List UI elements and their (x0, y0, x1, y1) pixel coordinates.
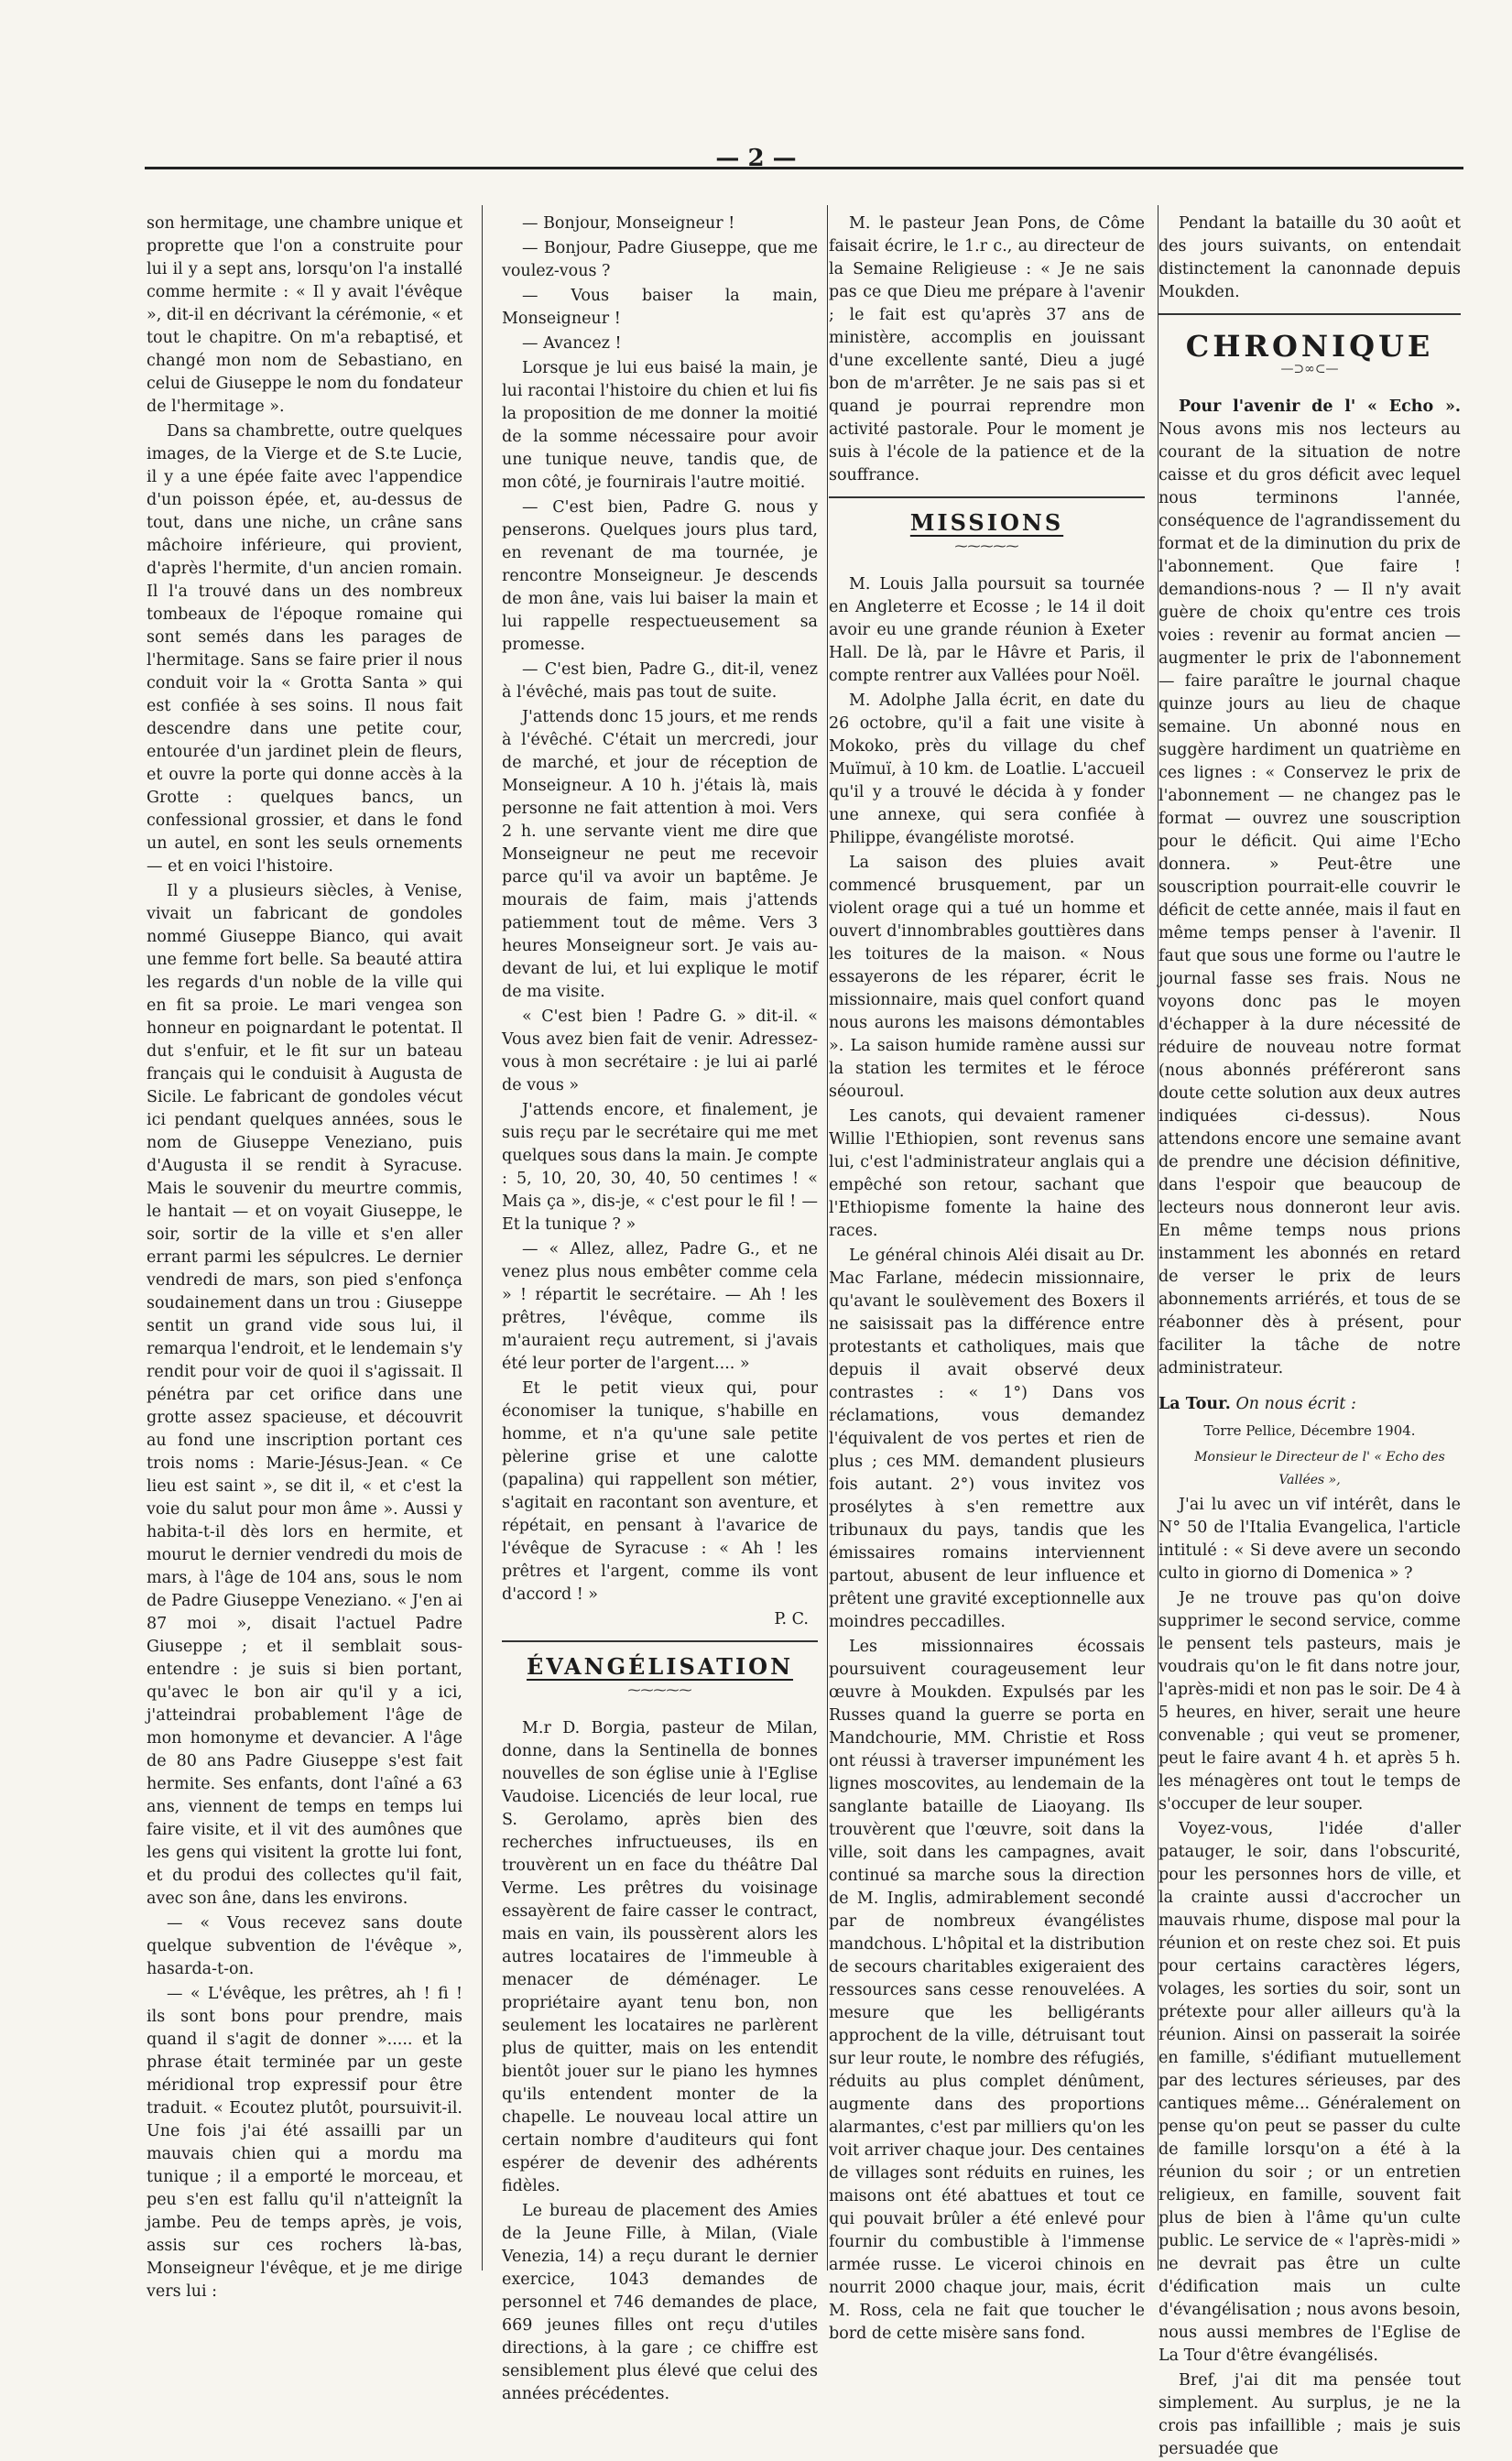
paragraph: Dans sa chambrette, outre quelques images, de la Vierge et de S.te Lucie, il y a une épée faite avec l'appendice d'un poisson épée, et, au-dessus de tout, dans une niche, un crâne sans mâchoire inférieure, qui provient, d'après l'hermite, d'un ancien romain. Il l'a trouvé dans un des nombreux tombeaux de l'époque romaine qui sont semés dans les parages de l'hermitage. Sans se faire prier il nous conduit voir la « Grotta Santa » qui est confiée à ses soins. Il nous fait descendre dans une petite cour, entourée d'un jardinet plein de fleurs, et ouvre la porte qui donne accès à la Grotte : quelques bancs, un confessional grossier, et dans le fond un autel, en sont les seuls ornements — et en voici l'histoire. (147, 422, 462, 876)
paragraph: — Vous baiser la main, Monseigneur ! (502, 287, 818, 328)
paragraph: M.r D. Borgia, pasteur de Milan, donne, dans la Sentinella de bonnes nouvelles de son église unie à l'Eglise Vaudoise. Licenciés de leur local, rue S. Gerolamo, après bien des recherches infructueuses, ils en trouvèrent un en face du théâtre Dal Verme. Les prêtres du voisinage essayèrent de faire casser le contract, mais en vain, ils poussèrent alors les autres locataires de l'immeuble à menacer de déménager. Le propriétaire ayant tenu bon, non seulement les locataires ne parlèrent plus de quitter, mais on les entendit bientôt jouer sur le piano les hymnes qu'ils entendent monter de la chapelle. Le nouveau local attire un certain nombre d'auditeurs qui font espérer de devenir des adhérents fidèles. (502, 1719, 818, 2195)
letter-lead: On nous écrit : (1235, 1395, 1356, 1413)
article-subhead: Pour l'avenir de l' « Echo ». (1179, 397, 1461, 416)
paragraph: M. Adolphe Jalla écrit, en date du 26 octobre, qu'il a fait une visite à Mokoko, près du village du chef Muïmuï, à 10 km. de Loatlie. L'accueil qu'il y a trouvé le décida à y fonder une annexe, qui sera confiée à Philippe, évangéliste morotsé. (829, 691, 1145, 847)
paragraph: Bref, j'ai dit ma pensée tout simplement. Au surplus, je ne la crois pas infaillible ; mais je suis persuadée que (1158, 2371, 1461, 2458)
column-divider (827, 205, 828, 2270)
ornament-divider: ⁓⁓⁓⁓⁓ (954, 539, 1019, 554)
paragraph: — Bonjour, Padre Giuseppe, que me voulez-vous ? (502, 239, 818, 280)
section-title-missions: MISSIONS (909, 509, 1064, 536)
section-rule (502, 1640, 818, 1642)
paragraph: Et le petit vieux qui, pour économiser la tunique, s'habille en homme, et n'a qu'une sale petite pèlerine grise et une calotte (papalina) qui rappellent son métier, s'agitait en racontant son aventure, et répétait, en pensant à l'avarice de l'évêque de Syracuse : « Ah ! les prêtres et l'argent, comme ils vont d'accord ! » (502, 1379, 818, 1604)
paragraph: Le bureau de placement des Amies de la Jeune Fille, à Milan, (Viale Venezia, 14) a reçu durant le dernier exercice, 1043 demandes de personnel et 746 demandes de place, 669 jeunes filles ont reçu d'utiles directions, à la gare ; ce chiffre est sensiblement plus élevé que celui des années précédentes. (502, 2202, 818, 2403)
paragraph: Pendant la bataille du 30 août et des jours suivants, on entendait distinctement la canonnade depuis Moukden. (1158, 214, 1461, 301)
section-rule (829, 496, 1145, 498)
paragraph: — Avancez ! (522, 334, 622, 353)
paragraph: Le général chinois Aléi disait au Dr. Mac Farlane, médecin missionnaire, qu'avant le soulèvement des Boxers il ne saisissait pas la différence entre protestants et catholiques, mais que depuis il avait observé deux contrastes : « 1°) Dans vos réclamations, vous demandez l'équivalent de vos pertes et rien de plus ; ces MM. demandent plusieurs fois autant. 2°) vous invitez vos prosélytes à s'en remettre aux tribunaux du pays, tandis que les émissaires romains interviennent partout, abusent de leur influence et prêtent une gravité exceptionnelle aux moindres peccadilles. (829, 1247, 1145, 1631)
ornament-divider: —⊃∞⊂— (1280, 362, 1339, 376)
header-rule (145, 167, 1463, 169)
ornament-divider: ⁓⁓⁓⁓⁓ (627, 1683, 692, 1698)
paragraph: Je ne trouve pas qu'on doive supprimer le second service, comme le pensent tels pasteurs, mais je voudrais qu'on le fit dans notre jour, l'après-midi et non pas le soir. De 4 à 5 heures, en hiver, serait une heure convenable ; qui veut se promener, peut le faire avant 4 h. et après 5 h. les ménagères ont tout le temps de s'occuper de leur souper. (1158, 1589, 1461, 1813)
paragraph: — Bonjour, Monseigneur ! (522, 214, 735, 233)
paragraph: J'attends donc 15 jours, et me rends à l'évêché. C'était un mercredi, jour de marché, et jour de réception de Monseigneur. A 10 h. j'étais là, mais personne ne fait attention à moi. Vers 2 h. une servante vient me dire que Monseigneur ne peut me recevoir parce qu'il va avoir un baptême. Je mourais de faim, mais j'attends patiemment tout de même. Vers 3 heures Monseigneur sort. Je vais au-devant de lui, et lui explique le motif de ma visite. (502, 708, 818, 1001)
paragraph: son hermitage, une chambre unique et proprette que l'on a construite pour lui il y a sept ans, lorsqu'on l'a installé comme hermite : « Il y avait l'évêque », dit-il en décrivant la cérémonie, « et tout le chapitre. On m'a rebaptisé, et changé mon nom de Sebastiano, en celui de Giuseppe le nom du fondateur de l'hermitage ». (147, 214, 462, 416)
column-1 (147, 212, 462, 2301)
letter-dateline: Torre Pellice, Décembre 1904. (1203, 1422, 1416, 1439)
paragraph: — « L'évêque, les prêtres, ah ! fi ! ils sont bons pour prendre, mais quand il s'agit de donner »..... et la phrase était terminée par un geste méridional trop expressif pour être traduit. « Ecoutez plutôt, poursuivit-il. Une fois j'ai été assailli par un mauvais chien qui a mordu ma tunique ; il a emporté le morceau, et peu s'en est fallu qu'il n'atteignît la jambe. Peu de temps après, je vois, assis sur ces rochers là-bas, Monseigneur l'évêque, et je me dirige vers lui : (147, 1985, 462, 2301)
article-body: Nous avons mis nos lecteurs au courant de la situation de notre caisse et du gros déficit avec lequel nous terminons l'année, conséquence de l'agrandissement du format et de la diminution du prix de l'abonnement. Que faire ! demandions-nous ? — Il n'y avait guère de choix qu'entre ces trois voies : revenir au format ancien — augmenter le prix de l'abonnement — faire paraître le journal chaque quinze jours au lieu de chaque semaine. Un abonné nous en suggère hardiment un quatrième en ces lignes : « Conservez le prix de l'abonnement — ne changez pas le format — ouvrez une souscription pour le déficit. Qui aime l'Echo donnera. » Peut-être une souscription pourrait-elle couvrir le déficit de cette année, mais il faut en même temps penser à l'avenir. Il faut que sous une forme ou l'autre le journal fasse ses frais. Nous ne voyons donc pas le moyen d'échapper à la dure nécessité de réduire de nouveau notre format (nous abonnés préféreront sans doute cette solution aux deux autres indiquées ci-dessus). Nous attendons encore une semaine avant de prendre une décision définitive, dans l'espoir que beaucoup de lecteurs nous donneront leur avis. En même temps nous prions instamment les abonnés en retard de verser le prix de leurs abonnements arriérés, et tous de se réabonner dès à présent, pour faciliter la tâche de notre administrateur. (1158, 420, 1461, 1378)
paragraph: — C'est bien, Padre G. nous y penserons. Quelques jours plus tard, en revenant de ma tournée, je rencontre Monseigneur. Je descends de mon âne, vais lui baiser la main et lui rappelle respectueusement sa promesse. (502, 498, 818, 654)
paragraph: — C'est bien, Padre G., dit-il, venez à l'évêché, mais pas tout de suite. (502, 660, 818, 702)
letter-addressee: Monsieur le Directeur de l' « Echo des Vallées », (1194, 1450, 1445, 1487)
paragraph (1158, 396, 1461, 1380)
paragraph: Il y a plusieurs siècles, à Venise, vivait un fabricant de gondoles nommé Giuseppe Bianco, qui avait une femme fort belle. Sa beauté attira les regards d'un noble de la ville qui en fit sa proie. Le mari vengea son honneur en poignardant le potentat. Il dut s'enfuir, et le fit sur un bateau français qui le conduisit à Augusta de Sicile. Le fabricant de gondoles vécut ici pendant quelques années, sous le nom de Giuseppe Veneziano, puis d'Augusta il se rendit à Syracuse. Mais le souvenir du meurtre commis, le hantait — et on voyait Giuseppe, le soir, sortir de la ville et s'en aller errant parmi les sépulcres. Le dernier vendredi de mars, son pied s'enfonça soudainement dans un trou : Giuseppe sentit un grand vide sous lui, il remarqua l'endroit, et le lendemain s'y rendit pour voir de quoi il s'agissait. Il pénétra par cet orifice dans une grotte assez spacieuse, et découvrit au fond une inscription portant ces trois noms : Marie-Jésus-Jean. « Ce lieu est saint », se dit il, « et c'est la voie du salut pour mon âme ». Aussi y habita-t-il dès lors en hermite, et mourut le dernier vendredi du mois de mars, à l'âge de 104 ans, sous le nom de Padre Giuseppe Veneziano. « J'en ai 87 moi », disait l'actuel Padre Giuseppe ; et il semblait sous-entendre : je suis si bien portant, qu'avec le bon air qu'il y a ici, j'atteindrai probablement l'âge de mon homonyme et devancier. A l'âge de 80 ans Padre Giuseppe s'est fait hermite. Ses enfants, dont l'aîné a 63 ans, viennent de temps en temps lui faire visite, et il vit des aumônes que les gens qui visitent la grotte lui font, et du produi des collectes qu'il fait, avec son âne, dans les environs. (147, 882, 462, 1908)
page-number: — 2 — (715, 145, 797, 172)
section-title-chronique: CHRONIQUE (1185, 329, 1434, 364)
paragraph: M. le pasteur Jean Pons, de Côme faisait écrire, le 1.r c., au directeur de la Semaine Religieuse : « Je ne sais pas ce que Dieu me prépare à l'avenir ; le fait est qu'après 37 ans de ministère, accomplis en jouissant d'une excellente santé, Dieu a jugé bon de m'arrêter. Je ne sais pas si et quand je pourrai reprendre mon activité pastorale. Pour le moment je suis à l'école de la patience et de la souffrance. (829, 214, 1145, 485)
paragraph: « C'est bien ! Padre G. » dit-il. « Vous avez bien fait de venir. Adressez-vous à mon secrétaire : je lui ai parlé de vous » (502, 1007, 818, 1094)
column-3 (829, 212, 1145, 2343)
paragraph: Lorsque je lui eus baisé la main, je lui racontai l'histoire du chien et lui fis la proposition de me donner la moitié de la somme nécessaire pour avoir une tunique neuve, tandis que, de mon côté, je fournirais l'autre moitié. (502, 359, 818, 492)
letter-intro (1158, 1393, 1461, 1416)
paragraph: La saison des pluies avait commencé brusquement, par un violent orage qui a tué un homme et ouvert d'innombrables gouttières dans les toitures de la maison. « Nous essayerons de les réparer, écrit le missionnaire, mais quel confort quand nous aurons les maisons démontables ». La saison humide ramène aussi sur la station les termites et le féroce séouroul. (829, 854, 1145, 1101)
letter-place: La Tour. (1158, 1395, 1231, 1413)
section-rule (1158, 313, 1461, 315)
signature: P. C. (774, 1610, 809, 1628)
paragraph: J'ai lu avec un vif intérêt, dans le N° 50 de l'Italia Evangelica, l'article intitulé : « Si deve avere un secondo culto in giorno di Domenica » ? (1158, 1496, 1461, 1583)
paragraph: M. Louis Jalla poursuit sa tournée en Angleterre et Ecosse ; le 14 il doit avoir eu une grande réunion à Exeter Hall. De là, par le Hâvre et Paris, il compte rentrer aux Vallées pour Noël. (829, 575, 1145, 685)
paragraph: J'attends encore, et finalement, je suis reçu par le secrétaire qui me met quelques sous dans la main. Je compte : 5, 10, 20, 30, 40, 50 centimes ! « Mais ça », dis-je, « c'est pour le fil ! — Et la tunique ? » (502, 1101, 818, 1234)
column-4 (1158, 212, 1461, 2458)
section-title-evangelisation: ÉVANGÉLISATION (526, 1653, 794, 1680)
paragraph: — « Vous recevez sans doute quelque subvention de l'évêque », hasarda-t-on. (147, 1914, 462, 1978)
paragraph: Voyez-vous, l'idée d'aller patauger, le soir, dans l'obscurité, pour les personnes hors de ville, et la crainte aussi d'accrocher un mauvais rhume, dispose mal pour la réunion et on reste chez soi. Et puis pour certains caractères légers, volages, les sorties du soir, sont un prétexte pour aller ailleurs qu'à la réunion. Ainsi on passerait la soirée en famille, s'édifiant mutuellement par des lectures sérieuses, par des cantiques même... Généralement on pense qu'on peut se passer du culte de famille lorsqu'on a été à la réunion du soir ; or un entretien religieux, en famille, souvent fait plus de bien à l'âme qu'un culte public. Le service de « l'après-midi » ne devrait pas être un culte d'édification mais un culte d'évangélisation ; nous avons besoin, nous aussi membres de l'Eglise de La Tour d'être évangélisés. (1158, 1820, 1461, 2365)
column-2 (502, 212, 818, 2403)
paragraph: — « Allez, allez, Padre G., et ne venez plus nous embêter comme cela » ! répartit le secrétaire. — Ah ! les prêtres, l'évêque, comme ils m'auraient reçu autrement, si j'avais été leur porter de l'argent.... » (502, 1240, 818, 1373)
column-divider (482, 205, 483, 2270)
paragraph: Les canots, qui devaient ramener Willie l'Ethiopien, sont revenus sans lui, c'est l'administrateur anglais qui a empêché son retour, sachant que l'Ethiopisme fomente la haine des races. (829, 1107, 1145, 1240)
paragraph: Les missionnaires écossais poursuivent courageusement leur œuvre à Moukden. Expulsés par les Russes quand la guerre se porta en Mandchourie, MM. Christie et Ross ont réussi à traverser impunément les lignes moscovites, au lendemain de la sanglante bataille de Liaoyang. Ils trouvèrent que l'œuvre, soit dans la ville, soit dans les campagnes, avait continué sa marche sous la direction de M. Inglis, admirablement secondé par de nombreux évangélistes mandchous. L'hôpital et la distribution de secours charitables exigeraient des ressources sans cesse renouvelées. A mesure que les belligérants approchent de la ville, détruisant tout sur leur route, le nombre des réfugiés, réduits au plus complet dénûment, augmente dans des proportions alarmantes, c'est par milliers qu'on les voit arriver chaque jour. Des centaines de villages sont réduits en ruines, les maisons ont été abattues et tout ce qui pouvait brûler a été enlevé pour fournir du combustible à l'immense armée russe. Le viceroi chinois en nourrit 2000 chaque jour, mais, écrit M. Ross, cela ne fait que toucher le bord de cette misère sans fond. (829, 1638, 1145, 2343)
